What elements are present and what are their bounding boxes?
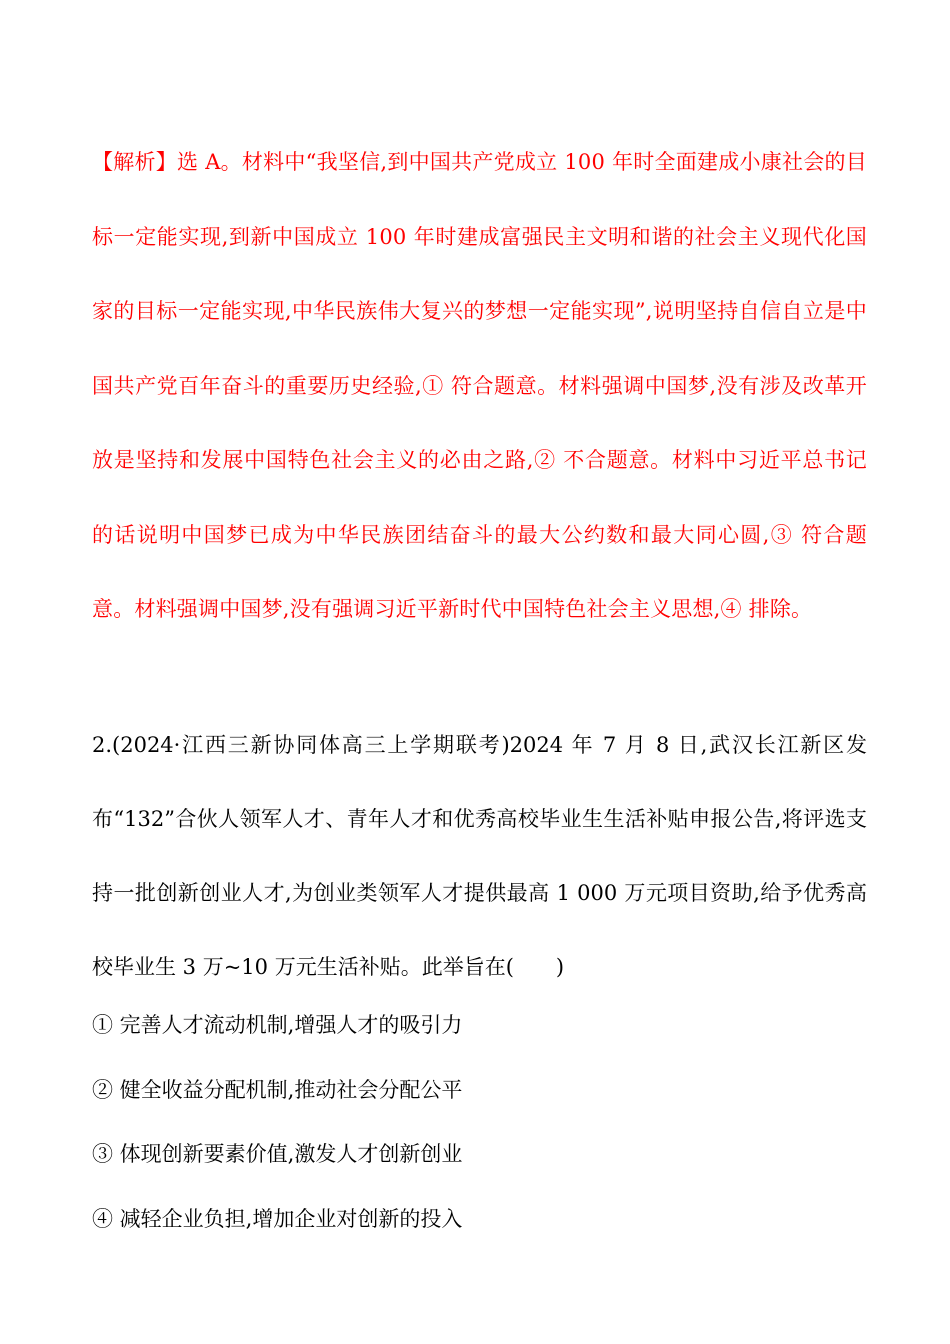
option-3: ③ 体现创新要素价值,激发人才创新创业 [92,1142,463,1166]
question-2-options [92,993,867,1251]
answer-analysis-paragraph: 【解析】选 A。材料中“我坚信,到中国共产党成立 100 年时全面建成小康社会的目标一定能实现,到新中国成立 100 年时建成富强民主文明和谐的社会主义现代化国家的目标一定能实现,中华民族伟大复兴的梦想一定能实现”,说明坚持自信自立是中国共产党百年奋斗的重要历史经验,① 符合题意。材料强调中国梦,没有涉及改革开放是坚持和发展中国特色社会主义的必由之路,② 不合题意。材料中习近平总书记的话说明中国梦已成为中华民族团结奋斗的最大公约数和最大同心圆,③ 符合题意。材料强调中国梦,没有强调习近平新时代中国特色社会主义思想,④ 排除。 [92,150,867,621]
option-2: ② 健全收益分配机制,推动社会分配公平 [92,1077,463,1102]
question-2-stem: 2.(2024·江西三新协同体高三上学期联考)2024 年 7 月 8 日,武汉长江新区发布“132”合伙人领军人才、青年人才和优秀高校毕业生生活补贴申报公告,将评选支持一批创新创业人才,为创业类领军人才提供最高 1 000 万元项目资助,给予优秀高校毕业生 3 万~10 万元生活补贴。此举旨在( ) [92,733,867,979]
option-1: ① 完善人才流动机制,增强人才的吸引力 [92,1013,463,1037]
option-4: ④ 减轻企业负担,增加企业对创新的投入 [92,1206,463,1231]
